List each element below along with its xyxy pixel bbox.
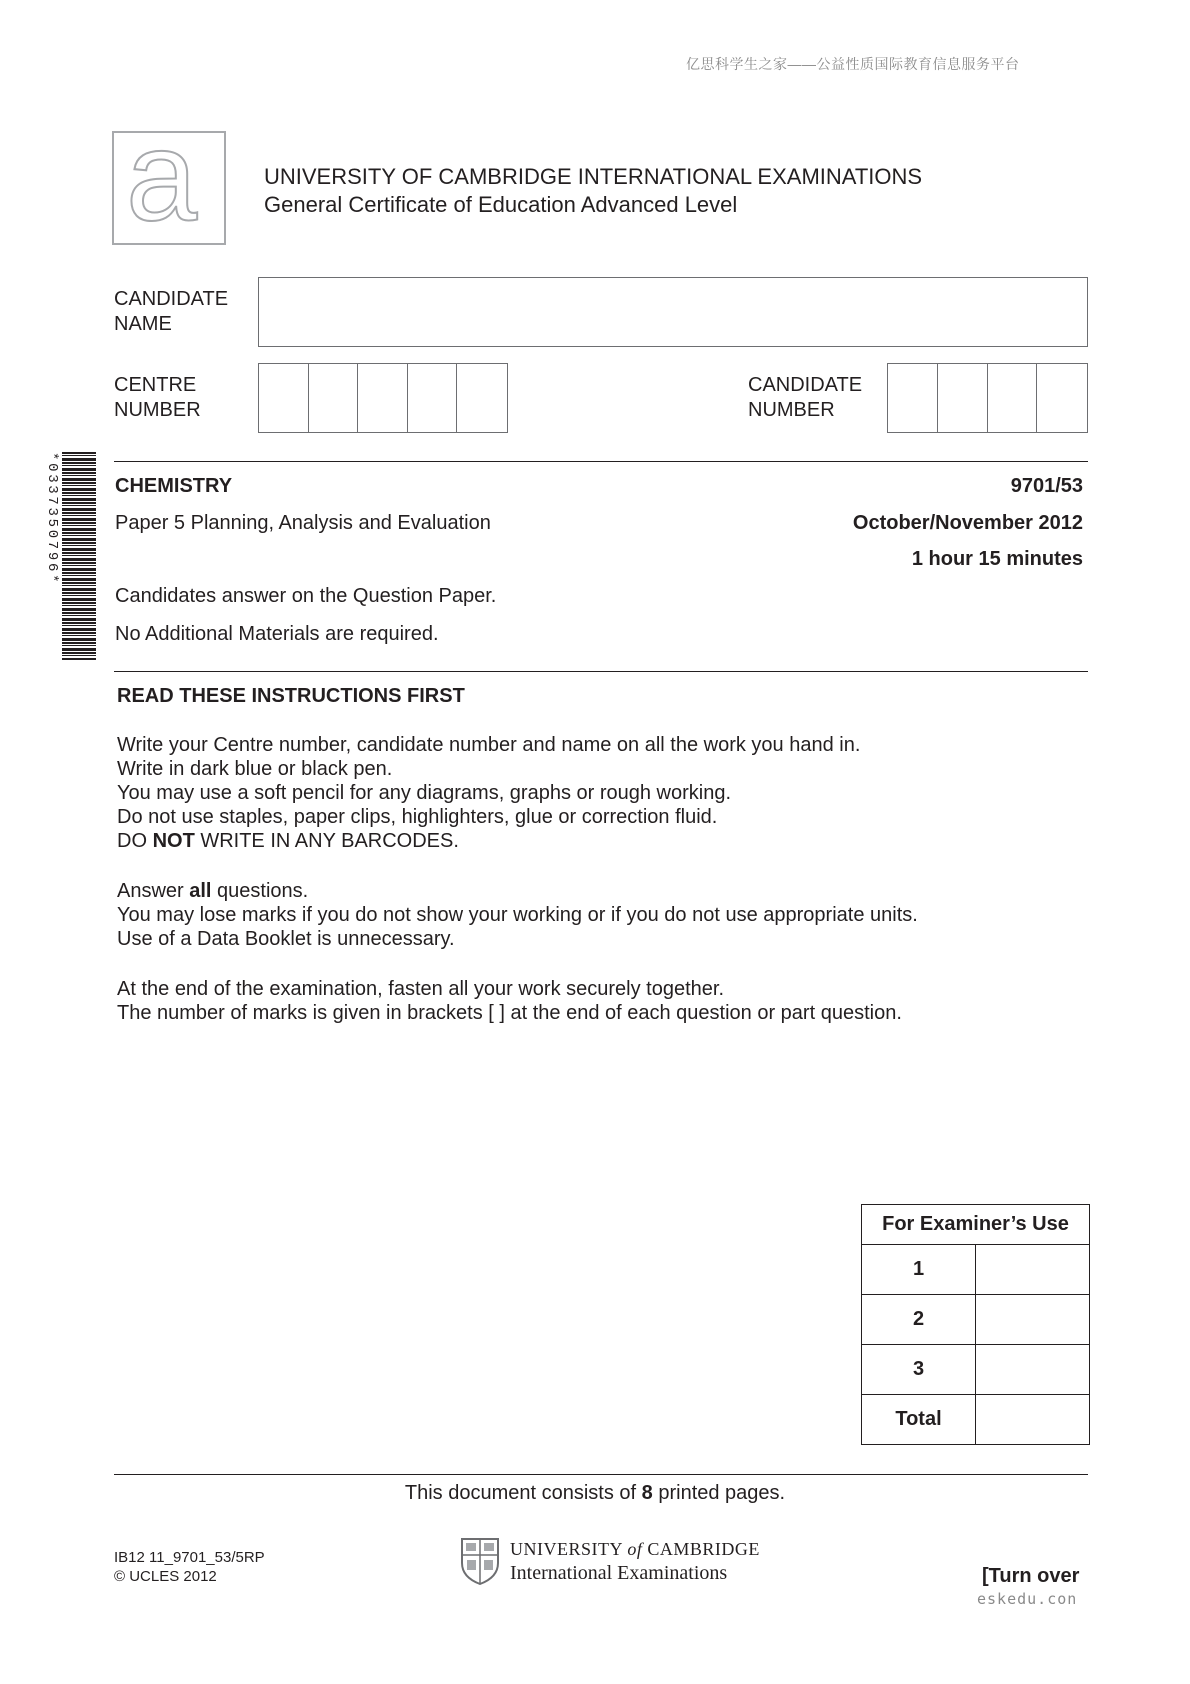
board-logo [112,105,226,248]
instruction-line: At the end of the examination, fasten all your work securely together. [117,978,725,1000]
centre-digit-box[interactable] [408,364,458,432]
table-row [862,1395,1090,1445]
centre-digit-box[interactable] [309,364,359,432]
total-mark-cell[interactable] [976,1395,1090,1445]
candidate-name-field[interactable] [258,277,1088,347]
instructions-block-1 [117,733,860,853]
centre-number-field[interactable] [258,363,508,433]
instruction-line: Answer all questions. [117,880,309,902]
paper-reference: IB12 11_9701_53/5RP [114,1549,265,1566]
instruction-line: Write your Centre number, candidate number and name on all the work you hand in. [117,734,861,756]
divider [114,1474,1088,1475]
instruction-line: Write in dark blue or black pen. [117,758,393,780]
instruction-line: The number of marks is given in brackets [ ] at the end of each question or part question. [117,1002,902,1024]
question-number: 1 [862,1245,976,1295]
total-label: Total [862,1395,976,1445]
instruction-line: Do not use staples, paper clips, highlighters, glue or correction fluid. [117,806,718,828]
examiner-table-heading: For Examiner’s Use [862,1205,1090,1245]
instruction-line: You may lose marks if you do not show your working or if you do not use appropriate units. [117,904,918,926]
centre-number-label: CENTRE NUMBER [114,374,201,421]
instruction-line: DO NOT WRITE IN ANY BARCODES. [117,830,459,852]
subject-title: CHEMISTRY [115,475,233,497]
centre-digit-box[interactable] [457,364,507,432]
candidate-number-field[interactable] [887,363,1088,433]
instruction-line: Use of a Data Booklet is unnecessary. [117,928,455,950]
board-name: UNIVERSITY OF CAMBRIDGE INTERNATIONAL EXAMINATIONS [264,164,923,189]
barcode-number: *0337350796* [44,452,60,586]
board-logo-letter: a [126,105,198,248]
qualification-name: General Certificate of Education Advanced Level [264,192,738,217]
document-reference [114,1548,265,1586]
candidate-name-label: CANDIDATE NAME [114,288,229,335]
barcode [62,452,96,660]
bottom-watermark: eskedu.con [977,1590,1078,1608]
question-number: 2 [862,1295,976,1345]
mark-cell[interactable] [976,1295,1090,1345]
mark-cell[interactable] [976,1245,1090,1295]
table-row [862,1245,1090,1295]
instructions-heading: READ THESE INSTRUCTIONS FIRST [117,685,465,707]
divider [114,671,1088,672]
materials-note: No Additional Materials are required. [115,623,439,645]
question-number: 3 [862,1345,976,1395]
centre-digit-box[interactable] [259,364,309,432]
candidate-number-label: CANDIDATE NUMBER [748,374,863,421]
candidate-digit-box[interactable] [1037,364,1087,432]
table-row [862,1345,1090,1395]
candidate-digit-box[interactable] [938,364,988,432]
divider [114,461,1088,462]
turn-over-note: [Turn over [982,1565,1080,1587]
paper-title: Paper 5 Planning, Analysis and Evaluation [115,512,491,534]
paper-code: 9701/53 [1010,475,1083,497]
instructions-block-3 [117,977,902,1025]
centre-digit-box[interactable] [358,364,408,432]
top-watermark: 亿思科学生之家——公益性质国际教育信息服务平台 [686,56,1020,72]
copyright: © UCLES 2012 [114,1568,217,1585]
mark-cell[interactable] [976,1345,1090,1395]
exam-session: October/November 2012 [852,512,1083,534]
board-heading [264,163,922,219]
answer-note: Candidates answer on the Question Paper. [115,585,497,607]
table-row [862,1295,1090,1345]
examiner-use-table [861,1204,1090,1445]
candidate-digit-box[interactable] [888,364,938,432]
instruction-line: You may use a soft pencil for any diagrams, graphs or rough working. [117,782,732,804]
page-count-note: This document consists of 8 printed pages. [404,1482,786,1504]
cambridge-logo: UNIVERSITY of CAMBRIDGE International Examinations [510,1539,760,1584]
cambridge-crest-icon [460,1537,500,1585]
candidate-digit-box[interactable] [988,364,1038,432]
instructions-block-2 [117,879,918,951]
exam-duration: 1 hour 15 minutes [911,548,1083,570]
